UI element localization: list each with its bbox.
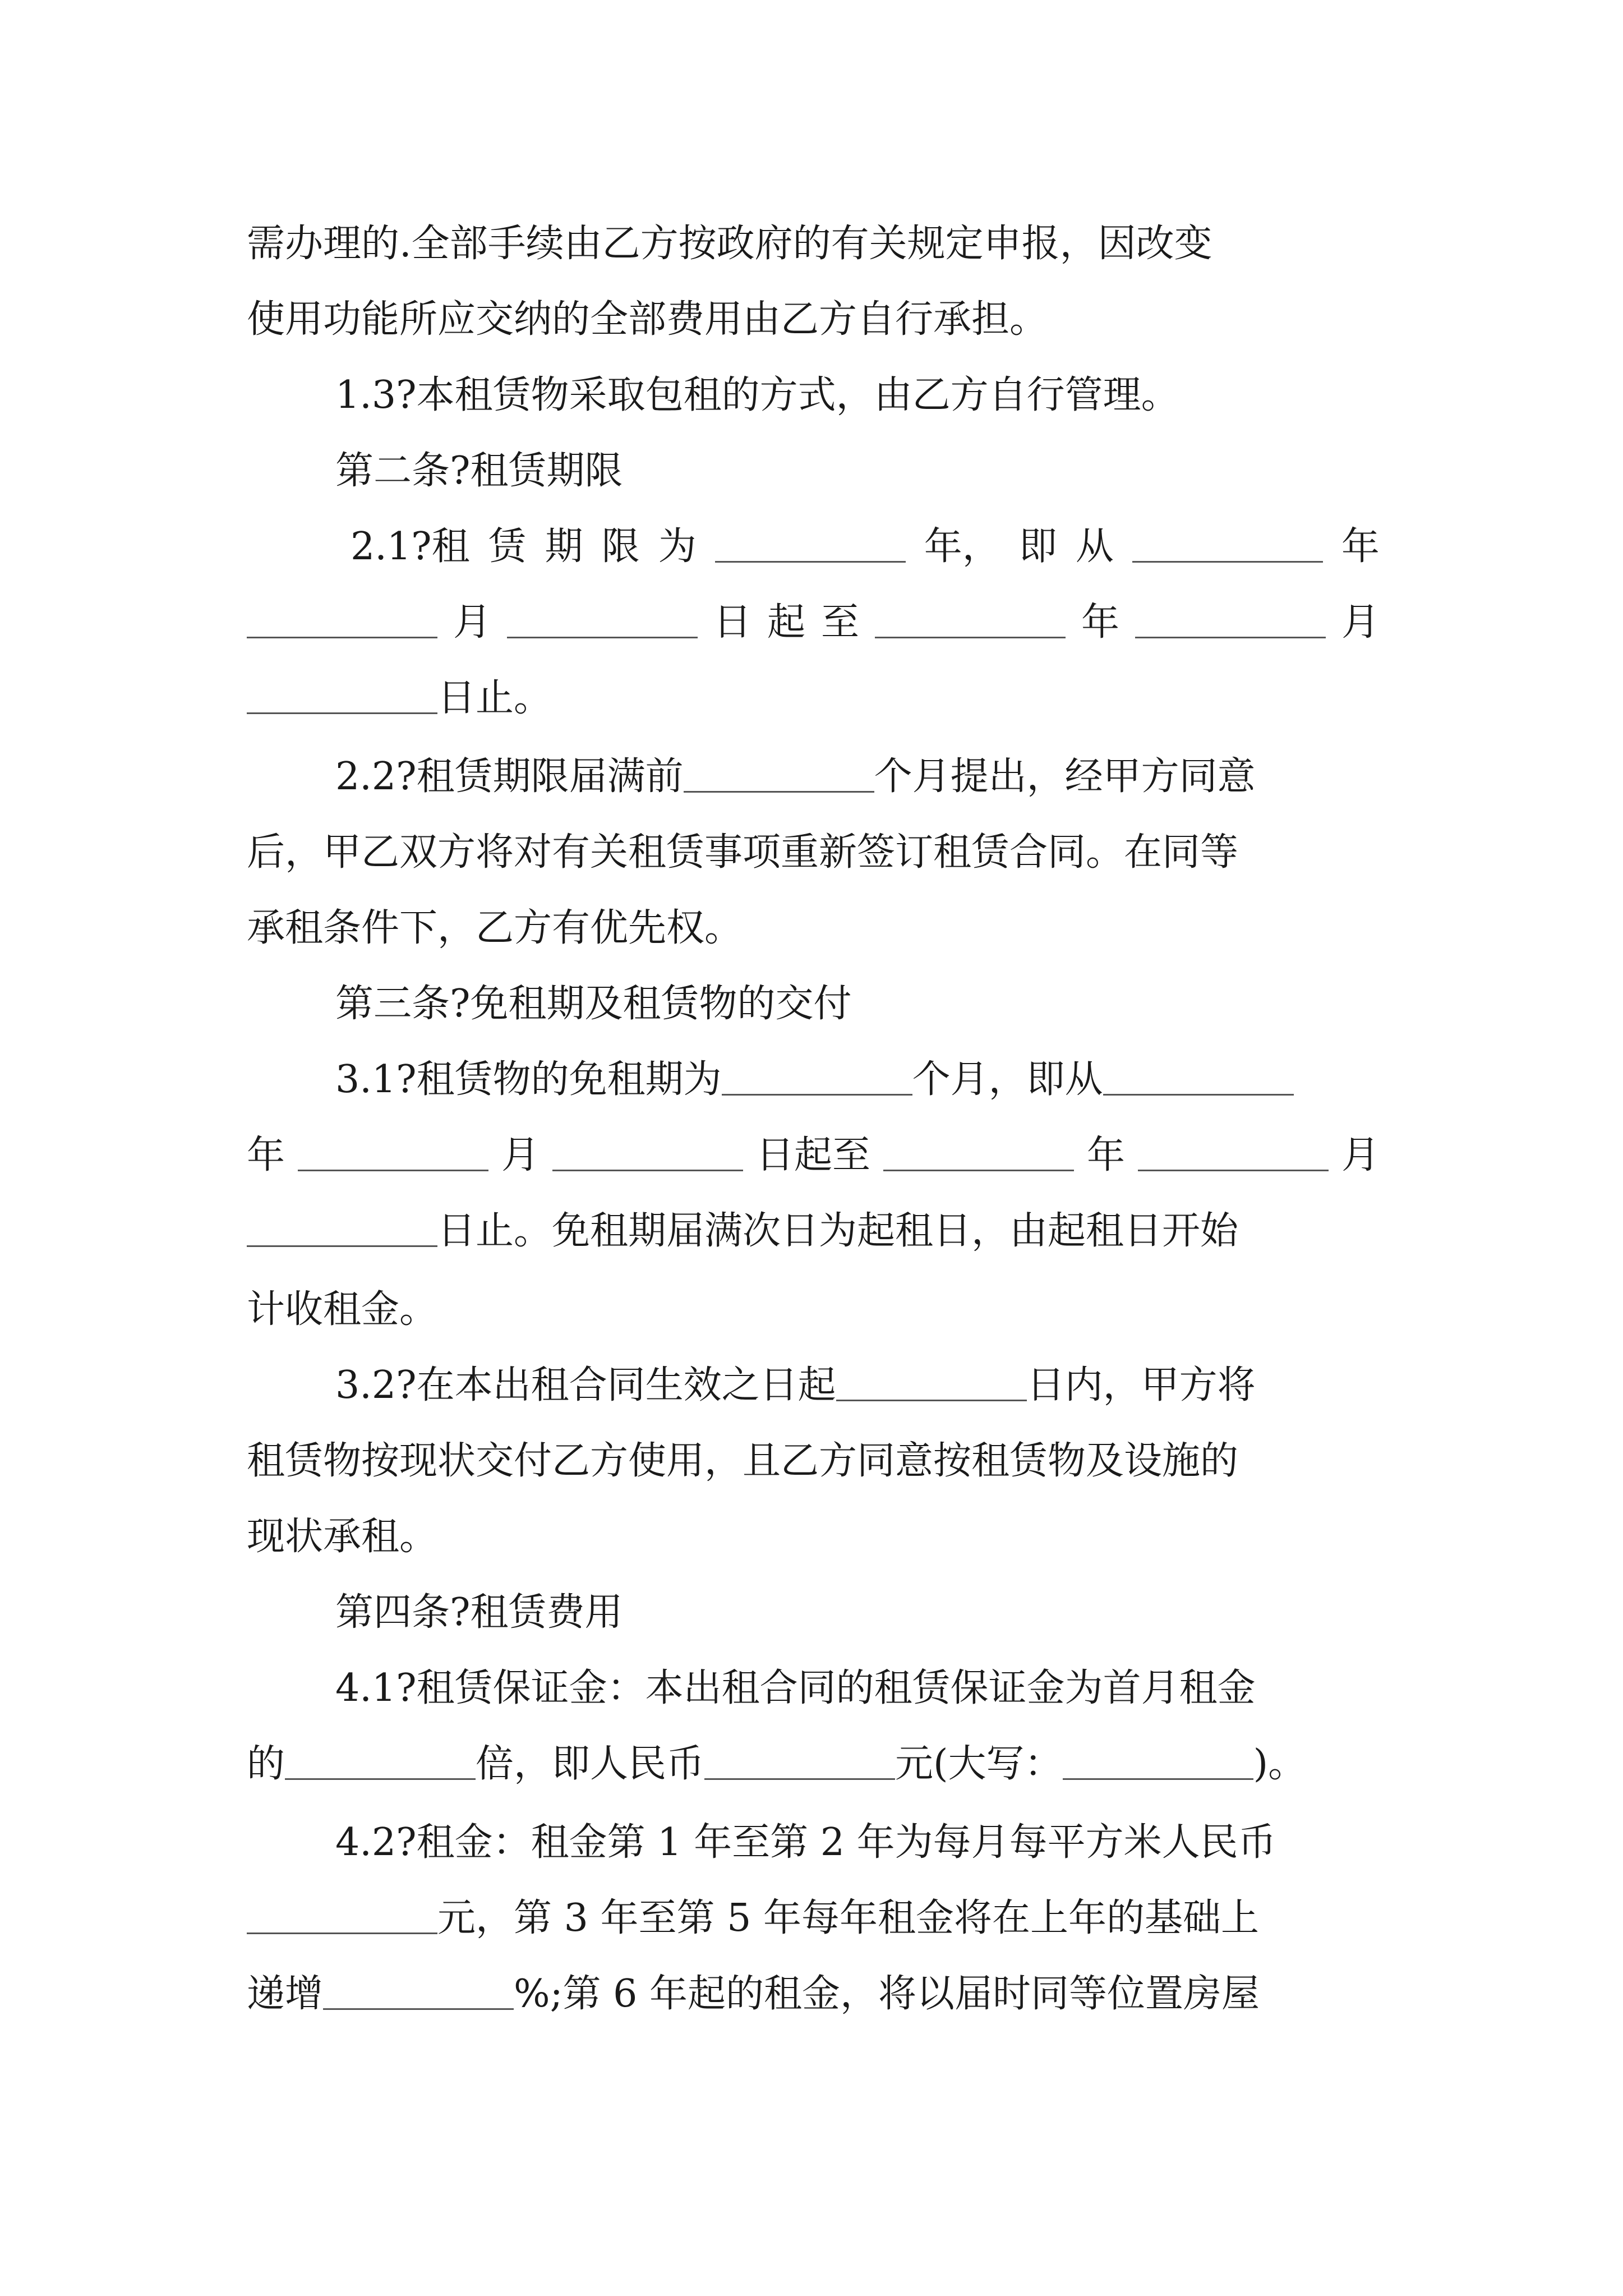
text: 期 [545,524,583,569]
text: 2.2?租赁期限届满前 [335,754,684,799]
text: 年 [1081,600,1119,645]
text: 月 [501,1133,540,1177]
paragraph-line [247,1966,1380,2022]
clause-3-2 [335,1358,1380,1414]
paragraph-line [247,595,1380,651]
paragraph-line [247,1128,1380,1184]
fill-in-blank[interactable] [247,1245,437,1247]
text: 2.1?租 [351,524,470,569]
text: 计收租金。 [247,1287,438,1332]
paragraph-line [247,825,1380,881]
text: 使用功能所应交纳的全部费用由乙方自行承担。 [247,297,1048,342]
clause-4-1 [335,1660,1380,1717]
fill-in-blank[interactable] [1103,1093,1294,1096]
clause-2-2 [335,749,1380,805]
fill-in-blank[interactable] [285,1778,476,1780]
fill-in-blank[interactable] [836,1399,1027,1401]
text: 1.3?本租赁物采取包租的方式，由乙方自行管理。 [335,373,1179,417]
fill-in-blank[interactable] [684,790,874,793]
paragraph-line [247,900,1380,956]
text: 承租条件下，乙方有优先权。 [247,906,743,950]
text: 月 [1341,600,1380,645]
fill-in-blank[interactable] [507,636,698,638]
text: 日 [713,600,751,645]
paragraph-line [247,1890,1380,1947]
section-heading-article-3 [335,976,1380,1032]
text: %;第 6 年起的租金，将以届时同等位置房屋 [514,1972,1260,2016]
fill-in-blank[interactable] [247,712,437,714]
fill-in-blank[interactable] [1132,560,1323,563]
text: 赁 [488,524,527,569]
text: )。 [1253,1742,1307,1786]
paragraph-line [247,1203,1380,1259]
text: 日内，甲方将 [1026,1363,1256,1407]
text: 元(大写： [895,1742,1063,1786]
text: 个月提出，经甲方同意 [874,754,1256,799]
clause-2-1 [351,519,1380,575]
text: 个月，即从 [912,1057,1103,1102]
text: 日止。 [437,676,552,720]
text: 现状承租。 [247,1515,438,1559]
fill-in-blank[interactable] [1138,1169,1329,1171]
fill-in-blank[interactable] [552,1169,743,1171]
paragraph-line [247,1736,1380,1792]
fill-in-blank[interactable] [715,560,906,563]
text: 3.2?在本出租合同生效之日起 [335,1363,836,1407]
text: 需办理的.全部手续由乙方按政府的有关规定申报，因改变 [247,222,1212,266]
fill-in-blank[interactable] [1135,636,1326,638]
fill-in-blank[interactable] [1063,1778,1253,1780]
text: 至 [820,600,859,645]
fill-in-blank[interactable] [883,1169,1074,1171]
text: 4.1?租赁保证金：本出租合同的租赁保证金为首月租金 [335,1666,1256,1710]
fill-in-blank[interactable] [247,636,437,638]
text: 租赁物按现状交付乙方使用，且乙方同意按租赁物及设施的 [247,1439,1239,1483]
text: 第四条?租赁费用 [335,1590,623,1635]
section-heading-article-2 [335,443,1380,499]
fill-in-blank[interactable] [722,1093,912,1096]
fill-in-blank[interactable] [704,1778,895,1780]
text: 递增 [247,1972,324,2016]
paragraph-line [247,292,1380,348]
text: 4.2?租金：租金第 1 年至第 2 年为每月每平方米人民币 [335,1820,1276,1865]
fill-in-blank[interactable] [875,636,1066,638]
text: 年 [1086,1133,1125,1177]
text: 3.1?租赁物的免租期为 [335,1057,722,1102]
text: 的 [247,1742,285,1786]
text: 起 [767,600,805,645]
paragraph-line [247,1509,1380,1565]
text: 年， [924,524,1000,569]
text: 月 [1341,1133,1380,1177]
text: 倍，即人民币 [476,1742,705,1786]
text: 年 [1341,524,1380,569]
text: 年 [247,1133,285,1177]
text: 限 [601,524,640,569]
text: 后，甲乙双方将对有关租赁事项重新签订租赁合同。在同等 [247,830,1239,875]
fill-in-blank[interactable] [323,2008,514,2010]
paragraph-line [247,1282,1380,1338]
fill-in-blank[interactable] [298,1169,488,1171]
text: 即 [1018,524,1057,569]
fill-in-blank[interactable] [247,1932,437,1934]
clause-1-3 [335,367,1380,424]
section-heading-article-4 [335,1585,1380,1641]
text: 日起至 [755,1133,870,1177]
clause-3-1 [335,1052,1380,1108]
text: 日止。免租期届满次日为起租日，由起租日开始 [437,1209,1239,1253]
clause-4-2 [335,1815,1380,1871]
text: 从 [1075,524,1114,569]
text: 第三条?免租期及租赁物的交付 [335,982,852,1026]
text: 为 [658,524,697,569]
text: 元，第 3 年至第 5 年每年租金将在上年的基础上 [437,1896,1259,1940]
text: 月 [453,600,491,645]
paragraph-line [247,216,1380,272]
text: 第二条?租赁期限 [335,449,623,493]
paragraph-line [247,670,1380,726]
paragraph-line [247,1433,1380,1489]
